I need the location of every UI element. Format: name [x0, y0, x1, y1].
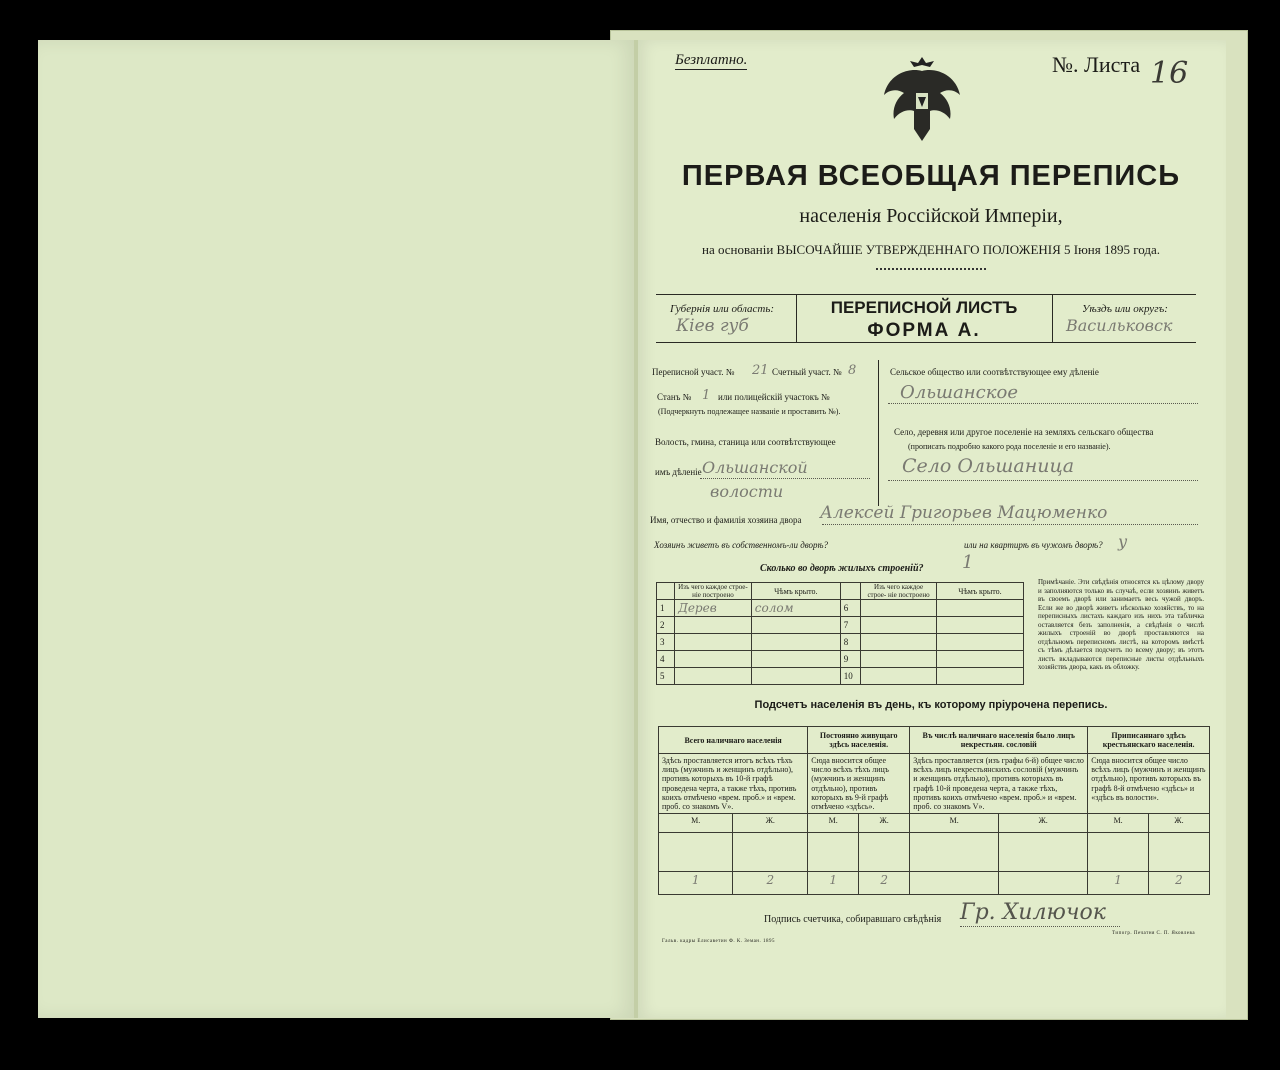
stan-value: 1 [702, 388, 711, 403]
note-text: Примѣчаніе. Эти свѣдѣнія относятся къ цѣлому двору и заполняются только въ случаѣ, если хозяинъ живетъ въ своемъ дворѣ или занимаетъ весь чужой дворъ. Если же во дворѣ живетъ нѣсколько хозяйствъ, то на переписныхъ листахъ каждаго изъ нихъ эта табличка оставляется безъ заполненія, а свѣдѣнія о числѣ жилыхъ строеній во дворѣ проставляются на отдѣльномъ переписномъ листѣ, на которомъ вмѣстѣ съ тѣмъ дѣлается подсчетъ по всему двору; въ этотъ листъ вкладываются переписные листы отдѣльныхъ хозяйствъ двора, какъ въ обложку. [1038, 578, 1204, 672]
population-col-total: Всего наличнаго населенія [659, 727, 808, 754]
counting-district-label: Счетный участ. № [772, 367, 842, 377]
peasant-female: 2 [1149, 872, 1210, 895]
census-subtitle: населенія Россійской Имперіи, [799, 205, 1063, 227]
census-title: ПЕРВАЯ ВСЕОБЩАЯ ПЕРЕПИСЬ [681, 160, 1181, 192]
uezd-label: Уѣздъ или округъ: [1082, 303, 1168, 315]
village-value: Село Ольшаница [902, 455, 1075, 477]
table-row: 1 Дерев солом 6 [657, 600, 1024, 617]
buildings-value: 1 [962, 552, 974, 573]
volost-label-line2: имъ дѣленіе [655, 467, 702, 477]
sheet-number-label: №. Листа [1052, 52, 1141, 77]
population-col-nonpeasant: Въ числѣ наличнаго населенія было лицъ некрестьян. сословій [910, 727, 1088, 754]
buildings-col-roof-left: Чѣмъ крыто. [751, 583, 840, 600]
free-label: Безплатно. [675, 52, 748, 68]
society-label: Сельское общество или соотвѣтствующее ему дѣленіе [890, 367, 1099, 377]
lives-rent-value: у [1118, 532, 1128, 551]
table-row: 4 9 [657, 651, 1024, 668]
population-desc-peasant: Сюда вносится общее число всѣхъ лицъ (мужчинъ и женщинъ отдѣльно), противъ которыхъ въ графѣ 8-й отмѣчено «здѣсь» и «здѣсь въ волости». [1088, 754, 1210, 814]
census-district-value: 21 [752, 363, 769, 378]
owner-label: Имя, отчество и фамилія хозяина двора [650, 515, 802, 525]
population-desc-permanent: Сюда вносится общее число всѣхъ тѣхъ лицъ (мужчинъ и женщинъ отдѣльно), противъ которыхъ въ 9-й графѣ отмѣчено «здѣсь». [808, 754, 910, 814]
sheet-title: ПЕРЕПИСНОЙ ЛИСТЪ [830, 298, 1018, 317]
building-1-material: Дерев [675, 600, 752, 617]
population-desc-total: Здѣсь проставляется итогъ всѣхъ тѣхъ лицъ (мужчинъ и женщинъ отдѣльно), противъ которыхъ въ 10-й графѣ проведена черта, а также тѣхъ, противъ коихъ отмѣчено «врем. проб.» и «врем. проб. со знакомъ V». [659, 754, 808, 814]
nonpeasant-female [999, 872, 1088, 895]
population-col-permanent: Постоянно живущаго здѣсь населенія. [808, 727, 910, 754]
uezd-value: Васильковск [1066, 316, 1173, 335]
signature-label: Подпись счетчика, собиравшаго свѣдѣнія [764, 914, 942, 925]
underline-note: (Подчеркнуть подлежащее названіе и проставить №). [658, 407, 841, 416]
population-heading: Подсчетъ населенія въ день, къ которому пріурочена перепись. [754, 699, 1108, 711]
police-district-label: или полицейскій участокъ № [718, 392, 830, 402]
buildings-col-material-right: Изъ чего каждое строе- ніе построено [861, 583, 937, 600]
table-row: 3 8 [657, 634, 1024, 651]
volost-label-line1: Волость, гмина, станица или соотвѣтствующее [655, 437, 836, 447]
permanent-female: 2 [859, 872, 910, 895]
sheet-number-value: 16 [1150, 56, 1189, 91]
population-table: Всего наличнаго населенія Постоянно живущаго здѣсь населенія. Въ числѣ наличнаго населенія было лицъ некрестьян. сословій Приписаннаго здѣсь крестьянскаго населенія. Здѣсь проставляется итогъ всѣхъ тѣхъ лицъ (мужчинъ и женщинъ отдѣльно), противъ которыхъ въ 10-й графѣ проведена черта, а также тѣхъ, противъ коихъ отмѣчено «врем. проб.» и «врем. проб. со знакомъ V». Сюда вносится общее число всѣхъ тѣхъ лицъ (мужчинъ и женщинъ отдѣльно), противъ которыхъ въ 9-й графѣ отмѣчено «здѣсь». Здѣсь проставляется (изъ графы 6-й) общее число всѣхъ лицъ некрестьянскихъ сословій (мужчинъ и женщинъ отдѣльно), противъ которыхъ въ графѣ 10-й проведена черта, а также тѣхъ, противъ коихъ отмѣчено «врем. проб.» и «врем. проб. со знакомъ V». Сюда вносится общее число всѣхъ лицъ (мужчинъ и женщинъ отдѣльно), противъ которыхъ въ графѣ 8-й отмѣчено «здѣсь» и «здѣсь въ волости». М. Ж. М. Ж. М. Ж. М. Ж. 1 2 1 2 1 2 [658, 726, 1210, 895]
imperial-eagle-icon [878, 55, 966, 145]
title-ornament [876, 268, 986, 278]
signature-value: Гр. Хилючок [960, 900, 1106, 925]
lives-rent-label: или на квартирѣ въ чужомъ дворѣ? [964, 540, 1103, 550]
buildings-label: Сколько во дворѣ жилыхъ строеній? [760, 563, 924, 574]
fields-divider [878, 360, 879, 506]
population-desc-nonpeasant: Здѣсь проставляется (изъ графы 6-й) общее число всѣхъ лицъ некрестьянскихъ сословій (мужчинъ и женщинъ отдѣльно), противъ которыхъ въ графѣ 10-й проведена черта, а также тѣхъ, противъ коихъ отмѣчено «врем. проб.» и «врем. проб. со знакомъ V». [910, 754, 1088, 814]
census-basis: на основаніи ВЫСОЧАЙШЕ УТВЕРЖДЕННАГО ПОЛОЖЕНІЯ 5 Іюня 1895 года. [701, 242, 1161, 257]
gubernia-value: Кiев губ [676, 316, 749, 336]
owner-rule [822, 524, 1198, 525]
form-header-top [656, 294, 1196, 295]
table-row: 5 10 [657, 668, 1024, 685]
census-district-label: Переписной участ. № [652, 367, 735, 377]
footer-left-print: Гальв. кадры Елисаветин Ф. К. Земан. 1895 [662, 939, 775, 944]
volost-value-line2: волости [710, 482, 784, 501]
volost-rule [700, 478, 870, 479]
buildings-table [656, 582, 1024, 685]
permanent-male: 1 [808, 872, 859, 895]
stan-label: Станъ № [657, 392, 692, 402]
buildings-col-roof-right: Чѣмъ крыто. [936, 583, 1023, 600]
blank-left-page [38, 40, 636, 1018]
lives-own-label: Хозяинъ живетъ въ собственномъ-ли дворѣ? [654, 540, 829, 550]
buildings-col-material-left: Изъ чего каждое строе- ніе построено [675, 583, 752, 600]
village-rule [888, 480, 1198, 481]
total-male: 1 [659, 872, 733, 895]
form-title: ФОРМА А. [867, 320, 981, 341]
population-col-peasant: Приписаннаго здѣсь крестьянскаго населенія. [1088, 727, 1210, 754]
nonpeasant-male [910, 872, 999, 895]
building-1-roof: солом [751, 600, 840, 617]
counting-district-value: 8 [848, 363, 857, 378]
peasant-male: 1 [1088, 872, 1149, 895]
footer-right-print: Типогр. Печатня С. П. Яковлева [1112, 931, 1196, 936]
village-note: (прописать подробно какого рода поселеніе и его названіе). [908, 442, 1111, 451]
society-rule [888, 403, 1198, 404]
form-header-bottom [656, 342, 1196, 343]
volost-value-line1: Ольшанской [702, 458, 808, 477]
gubernia-label: Губернія или область: [670, 303, 775, 315]
owner-value: Алексей Григорьев Мацюменко [820, 503, 1108, 523]
village-label: Село, деревня или другое поселеніе на земляхъ сельскаго общества [894, 427, 1154, 437]
total-female: 2 [733, 872, 808, 895]
signature-rule [960, 926, 1120, 927]
form-header-divider-right [1052, 294, 1053, 342]
table-row: 2 7 [657, 617, 1024, 634]
society-value: Ольшанское [900, 382, 1018, 403]
